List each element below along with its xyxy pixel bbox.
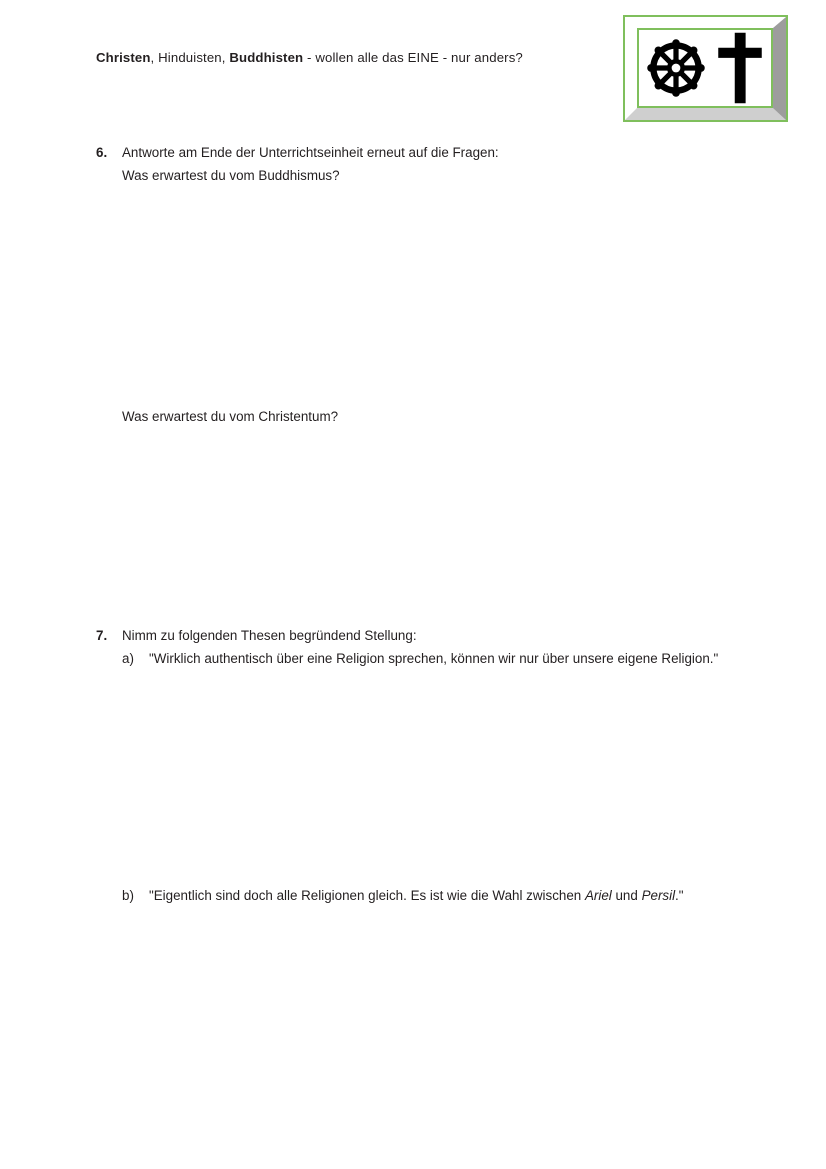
answer-space-these-b[interactable]: [122, 940, 722, 1140]
question-7-marker: 7.: [96, 628, 108, 643]
dharma-wheel-icon: [647, 39, 705, 97]
header-segment-buddhisten: Buddhisten: [229, 50, 304, 65]
question-6-line-1: Antworte am Ende der Unterrichtseinheit erneut auf die Fragen:: [122, 145, 499, 160]
question-7b-segment-1: "Eigentlich sind doch alle Religionen gleich. Es ist wie die Wahl zwischen: [149, 888, 585, 903]
question-6: [96, 142, 736, 187]
question-7-subitem-a-marker: a): [122, 650, 134, 666]
question-7b-segment-3: und: [611, 888, 642, 903]
question-7b-segment-5: .": [675, 888, 684, 903]
question-7-subitem-b-wrap: [96, 885, 736, 908]
question-7a-segment-1: "Wirklich authentisch über eine Religion sprechen, können wir nur über unsere eigene Religion.": [149, 650, 719, 666]
question-7-text: [122, 625, 736, 670]
header-segment-hinduisten: , Hinduisten,: [150, 50, 230, 65]
emblem-frame: [623, 15, 788, 122]
question-6-followup: Was erwartest du vom Christentum?: [122, 409, 339, 424]
question-7-subitem-b-text: [149, 885, 736, 908]
question-6-marker: 6.: [96, 145, 108, 160]
question-7b-brand-ariel: Ariel: [584, 888, 612, 903]
page-header-title: [96, 48, 596, 67]
question-7-subitem-b: [122, 885, 736, 908]
question-7-subitem-a-text: [149, 648, 736, 671]
answer-space-buddhismus[interactable]: [122, 190, 722, 405]
question-6-line-2: Was erwartest du vom Buddhismus?: [122, 167, 340, 183]
question-7-subitem-a: [122, 648, 736, 671]
header-segment-tail: - wollen alle das EINE - nur anders?: [303, 50, 523, 65]
question-7: [96, 625, 736, 670]
question-7-line-1: Nimm zu folgenden Thesen begründend Stellung:: [122, 628, 417, 643]
answer-space-these-a[interactable]: [122, 700, 722, 880]
question-7-subitem-b-marker: b): [122, 888, 134, 903]
answer-space-christentum[interactable]: [122, 440, 722, 620]
emblem-canvas: [637, 28, 773, 108]
question-7b-brand-persil: Persil: [641, 888, 676, 903]
question-6-text: [122, 142, 736, 187]
christian-cross-icon: [716, 31, 764, 105]
header-segment-christen: Christen: [96, 50, 151, 65]
